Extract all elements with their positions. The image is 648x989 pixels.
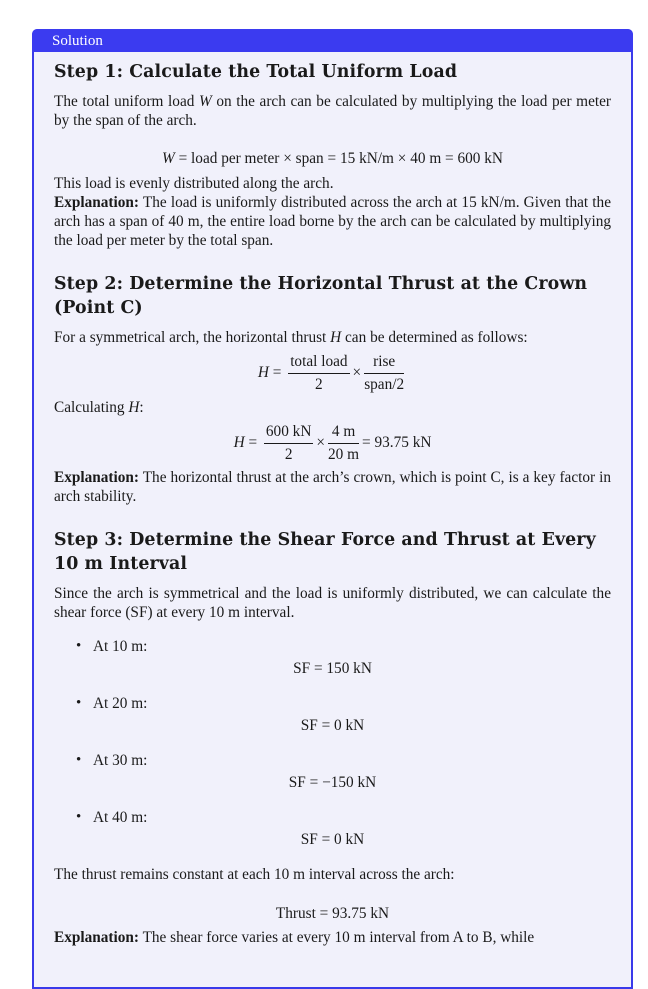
list-item: • At 20 m: SF = 0 kN: [54, 694, 611, 735]
fraction: $\frac{\text{rise}}{\text{span/2}}$: [364, 353, 405, 393]
fraction: $\frac{600 kN}{2}$: [265, 423, 312, 463]
step3-intro: Since the arch is symmetrical and the load is uniformly distributed, we can calculate the shear force (SF) at every 10 m interval.: [54, 585, 611, 621]
step2-formula: H = $\frac{\text{total load}}{2}$ × $\frac{\text{rise}}{\text{span/2}}$: [257, 353, 405, 393]
step1-explanation: Explanation: The load is uniformly distributed across the arch at 15 kN/m. Given that the arch has a span of 40 m, the entire load borne by the arch can be calculated by multiplying the load per meter by the total span.: [54, 194, 611, 249]
shear-force-equation: SF = −150 kN: [288, 774, 377, 791]
shear-force-equation: SF = 150 kN: [293, 660, 372, 677]
shear-force-equation: SF = 0 kN: [300, 717, 365, 734]
step2-heading: Step 2: Determine the Horizontal Thrust at the Crown (Point C): [54, 274, 588, 318]
step2-intro: For a symmetrical arch, the horizontal thrust H can be determined as follows:: [54, 329, 528, 346]
step3-explanation: Explanation: The shear force varies at every 10 m interval from A to B, while: [54, 929, 535, 946]
solution-box: [32, 29, 633, 989]
step3-thrust-text: The thrust remains constant at each 10 m interval across the arch:: [54, 866, 455, 883]
step2-calculation: H = $\frac{600 kN}{2}$ × $\frac{4 m}{20 m}$ = 93.75 kN: [233, 423, 432, 463]
list-item: • At 40 m: SF = 0 kN: [54, 808, 611, 849]
fraction: $\frac{\text{total load}}{2}$: [290, 353, 348, 393]
shear-force-list: [54, 637, 611, 849]
step2-calc-label: Calculating H:: [54, 399, 144, 416]
step3-thrust-equation: Thrust = 93.75 kN: [275, 905, 390, 922]
step2-explanation: Explanation: The horizontal thrust at the arch’s crown, which is point C, is a key factor in arch stability.: [54, 469, 611, 505]
step3-heading: Step 3: Determine the Shear Force and Thrust at Every 10 m Interval: [54, 530, 596, 574]
list-item: • At 30 m: SF = −150 kN: [54, 751, 611, 792]
step1-note: This load is evenly distributed along the arch.: [54, 175, 334, 192]
step1-heading: Step 1: Calculate the Total Uniform Load: [54, 62, 458, 82]
fraction: $\frac{4 m}{20 m}$: [328, 423, 360, 463]
step1-equation: W = load per meter × span = 15 kN/m × 40 m = 600 kN: [162, 150, 503, 167]
step1-intro: The total uniform load W on the arch can be calculated by multiplying the load per meter by the span of the arch.: [54, 93, 611, 129]
solution-header: Solution: [32, 29, 633, 52]
list-item: • At 10 m: SF = 150 kN: [54, 637, 611, 678]
shear-force-equation: SF = 0 kN: [300, 831, 365, 848]
solution-content: [34, 52, 631, 947]
